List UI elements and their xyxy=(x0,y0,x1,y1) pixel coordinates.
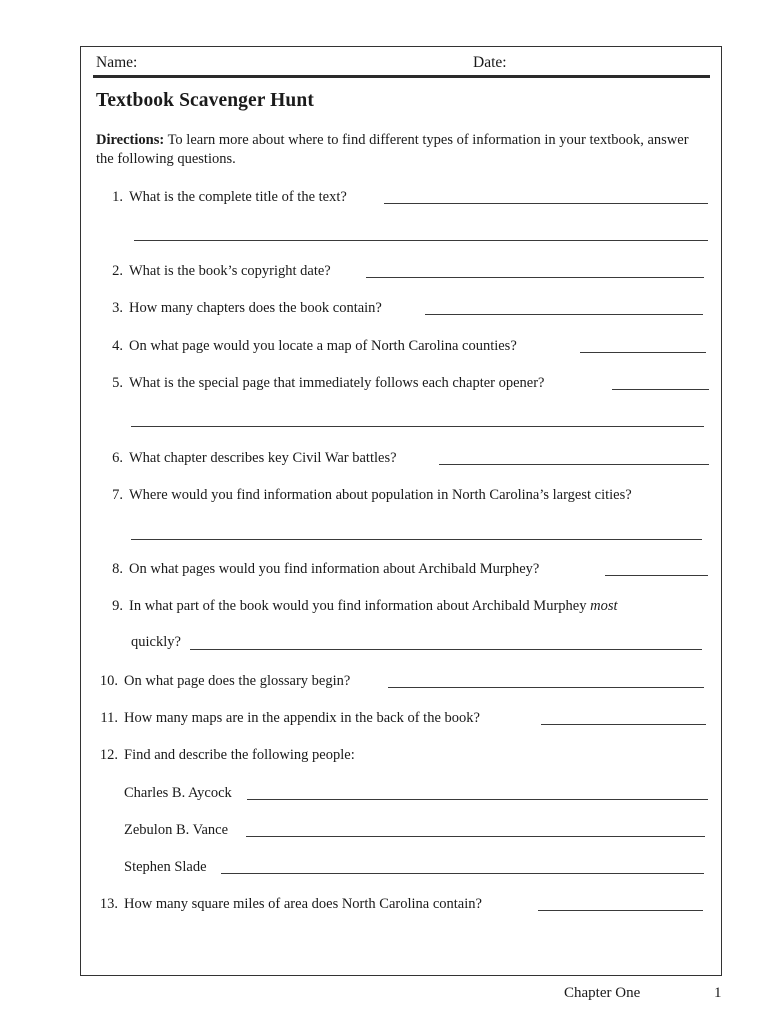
answer-line[interactable] xyxy=(605,575,708,576)
question-number: 3. xyxy=(112,300,123,316)
question-11 xyxy=(100,709,480,727)
question-number: 12. xyxy=(99,747,118,763)
question-text: Where would you find information about population in North Carolina’s largest cities? xyxy=(129,487,632,503)
answer-line[interactable] xyxy=(134,240,708,241)
name-label: Name: xyxy=(96,54,138,71)
question-13 xyxy=(99,895,482,913)
answer-line[interactable] xyxy=(131,426,704,427)
question-text: On what page would you locate a map of North Carolina counties? xyxy=(129,338,517,354)
person-name: Stephen Slade xyxy=(124,859,207,875)
person-stephen-slade xyxy=(124,858,207,876)
question-number: 10. xyxy=(99,673,118,689)
question-number: 7. xyxy=(112,487,123,503)
question-text: Find and describe the following people: xyxy=(124,747,355,763)
question-4 xyxy=(112,337,517,355)
question-number: 5. xyxy=(112,375,123,391)
question-text: What is the complete title of the text? xyxy=(129,189,347,205)
question-7 xyxy=(112,486,632,504)
question-text: How many maps are in the appendix in the back of the book? xyxy=(124,710,480,726)
question-text: What is the book’s copyright date? xyxy=(129,263,331,279)
directions xyxy=(96,131,696,169)
question-10 xyxy=(99,672,351,690)
answer-line[interactable] xyxy=(612,389,709,390)
question-9-continuation xyxy=(131,633,181,651)
question-number: 11. xyxy=(100,710,118,726)
question-1 xyxy=(112,188,347,206)
worksheet-title: Textbook Scavenger Hunt xyxy=(96,90,314,111)
question-number: 4. xyxy=(112,338,123,354)
answer-line[interactable] xyxy=(384,203,708,204)
question-number: 13. xyxy=(99,896,118,912)
answer-line[interactable] xyxy=(439,464,709,465)
directions-text: To learn more about where to find different types of information in your textbook, answer the following questions. xyxy=(96,132,689,167)
person-charles-aycock xyxy=(124,784,232,802)
question-number: 8. xyxy=(112,561,123,577)
answer-line[interactable] xyxy=(580,352,706,353)
answer-line[interactable] xyxy=(388,687,704,688)
footer-page-number: 1 xyxy=(714,985,722,1001)
answer-line[interactable] xyxy=(247,799,708,800)
person-name: Zebulon B. Vance xyxy=(124,822,229,838)
question-text: What chapter describes key Civil War battles? xyxy=(129,450,397,466)
question-text: How many square miles of area does North Carolina contain? xyxy=(124,896,482,912)
question-number: 1. xyxy=(112,189,123,205)
question-6 xyxy=(112,449,397,467)
answer-line[interactable] xyxy=(425,314,703,315)
question-text: On what pages would you find information about Archibald Murphey? xyxy=(129,561,540,577)
question-12 xyxy=(99,746,355,764)
question-3 xyxy=(112,299,382,317)
answer-line[interactable] xyxy=(366,277,704,278)
question-text: What is the special page that immediately follows each chapter opener? xyxy=(129,375,545,391)
question-2 xyxy=(112,262,331,280)
question-text: In what part of the book would you find information about Archibald Murphey xyxy=(129,598,591,614)
answer-line[interactable] xyxy=(221,873,704,874)
question-text: On what page does the glossary begin? xyxy=(124,673,351,689)
answer-line[interactable] xyxy=(190,649,702,650)
answer-line[interactable] xyxy=(246,836,705,837)
answer-line[interactable] xyxy=(538,910,703,911)
footer-chapter: Chapter One xyxy=(564,985,641,1001)
question-number: 2. xyxy=(112,263,123,279)
header-rule xyxy=(93,75,710,78)
date-label: Date: xyxy=(473,54,507,71)
question-8 xyxy=(112,560,540,578)
answer-line[interactable] xyxy=(131,539,702,540)
answer-line[interactable] xyxy=(541,724,706,725)
question-continuation: quickly? xyxy=(131,634,181,650)
question-9 xyxy=(112,597,618,615)
header-row xyxy=(96,54,709,76)
directions-label: Directions: xyxy=(96,132,165,148)
question-5 xyxy=(112,374,545,392)
person-zebulon-vance xyxy=(124,821,228,839)
question-number: 9. xyxy=(112,598,123,614)
question-number: 6. xyxy=(112,450,123,466)
question-emphasis: most xyxy=(590,598,618,614)
question-text: How many chapters does the book contain? xyxy=(129,300,382,316)
person-name: Charles B. Aycock xyxy=(124,785,232,801)
